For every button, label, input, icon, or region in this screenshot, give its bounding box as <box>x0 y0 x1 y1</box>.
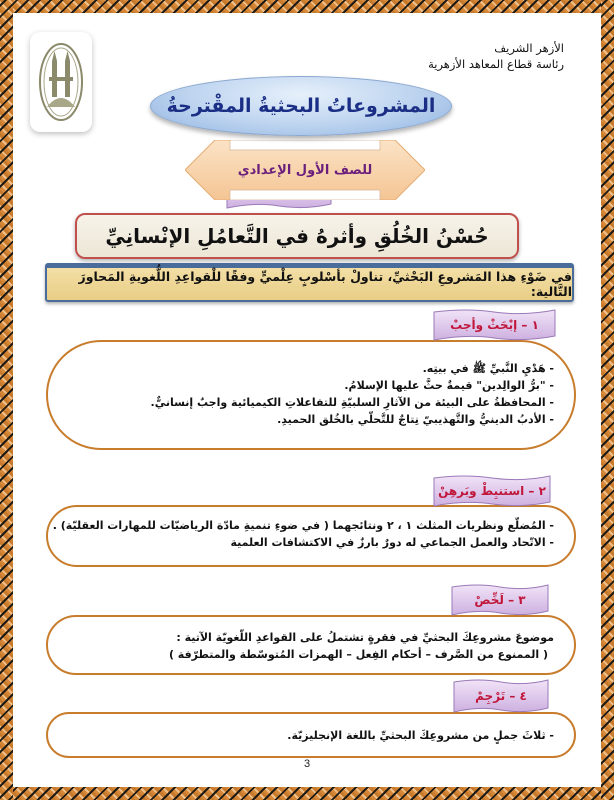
decorative-border-left <box>0 0 13 800</box>
section-1-box <box>46 340 576 450</box>
section-1-item: - "برُّ الوالِدين" قيمةٌ حثَّ عليها الإسلامُ. <box>344 379 554 392</box>
section-4-box <box>46 712 576 758</box>
section-3-ribbon <box>450 583 550 617</box>
section-2-label: ٢ – استنبِطْ وبَرهِنْ <box>438 484 546 498</box>
page-number: 3 <box>303 758 311 770</box>
instruction-scroll <box>45 263 574 302</box>
page-title-banner <box>150 76 452 136</box>
section-1-label: ١ – إبْحَثْ وأجبْ <box>450 318 539 332</box>
section-4-ribbon <box>452 678 550 714</box>
topic-title: حُسْنُ الخُلُقِ وأثرهُ في التَّعامُلِ الإنْسانِيِّ <box>105 224 489 248</box>
grade-label: للصف الأول الإعدادي <box>237 162 373 178</box>
section-2-item: - الاتّحاد والعمل الجماعي له دورٌ بارزٌ في الاكتشافات العلمية <box>230 536 554 549</box>
decorative-border-bottom <box>0 787 614 800</box>
decorative-border-right <box>601 0 614 800</box>
section-2-item: - المُضلّع ونظريات المثلث ١ ، ٢ ونتائجهما ( في ضوءِ تنميةِ مادّة الرياضيّات للمهارات العقليّة) . <box>52 519 554 532</box>
al-azhar-logo <box>30 32 92 132</box>
al-azhar-seal-icon <box>37 39 85 125</box>
grade-banner <box>185 140 425 200</box>
department-name: رئاسة قطاع المعاهد الأزهرية <box>428 57 564 71</box>
topic-box <box>75 213 519 259</box>
decorative-border-top <box>0 0 614 13</box>
section-4-item: - ثلاثَ جملٍ من مشروعِكَ البحثيِّ باللغة الإنجليزيّة. <box>287 729 554 742</box>
header-institution-block <box>428 40 564 72</box>
section-3-box <box>46 615 576 675</box>
instruction-text: في ضَوْءِ هذا المَشروعِ البَحْثيِّ، تناولْ بأسْلوبٍ عِلْميٍّ وفقًا للْقواعِدِ اللُّغويةِ المَحاورَ التَّالية: <box>78 269 572 299</box>
institution-name: الأزهر الشريف <box>494 41 564 55</box>
section-1-item: - المحافظةُ على البيئة من الآثارِ السلبيّةِ للتفاعلاتِ الكيميائية واجبٌ إنسانيٌّ. <box>150 396 554 409</box>
section-4-label: ٤ – تَرْجِمْ <box>475 689 527 703</box>
section-3-item: موضوعَ مشروعِكَ البحثيِّ في فقرةٍ تشتملُ على القواعدِ اللّغويّة الآتية : <box>176 631 554 644</box>
page-title: المشروعاتُ البحثيةُ المقْترحةُ <box>166 95 436 117</box>
section-2-box <box>46 505 576 567</box>
section-3-item: ( الممنوع من الصَّرف – أحكام الفِعل – الهمزات المُتوسّطة والمتطرّفة ) <box>168 648 548 661</box>
section-2-ribbon <box>432 474 552 508</box>
section-1-item: - الأدبُ الدينيُّ والتَّهذيبيّ نِتاجٌ للتَّحلّي بالخُلق الحميدِ. <box>277 413 554 426</box>
section-1-ribbon <box>432 308 557 342</box>
section-3-label: ٣ – لَخِّصْ <box>474 593 526 607</box>
section-1-item: - هَدْيِ النَّبيِّ ﷺ في بيتِه. <box>422 362 554 375</box>
